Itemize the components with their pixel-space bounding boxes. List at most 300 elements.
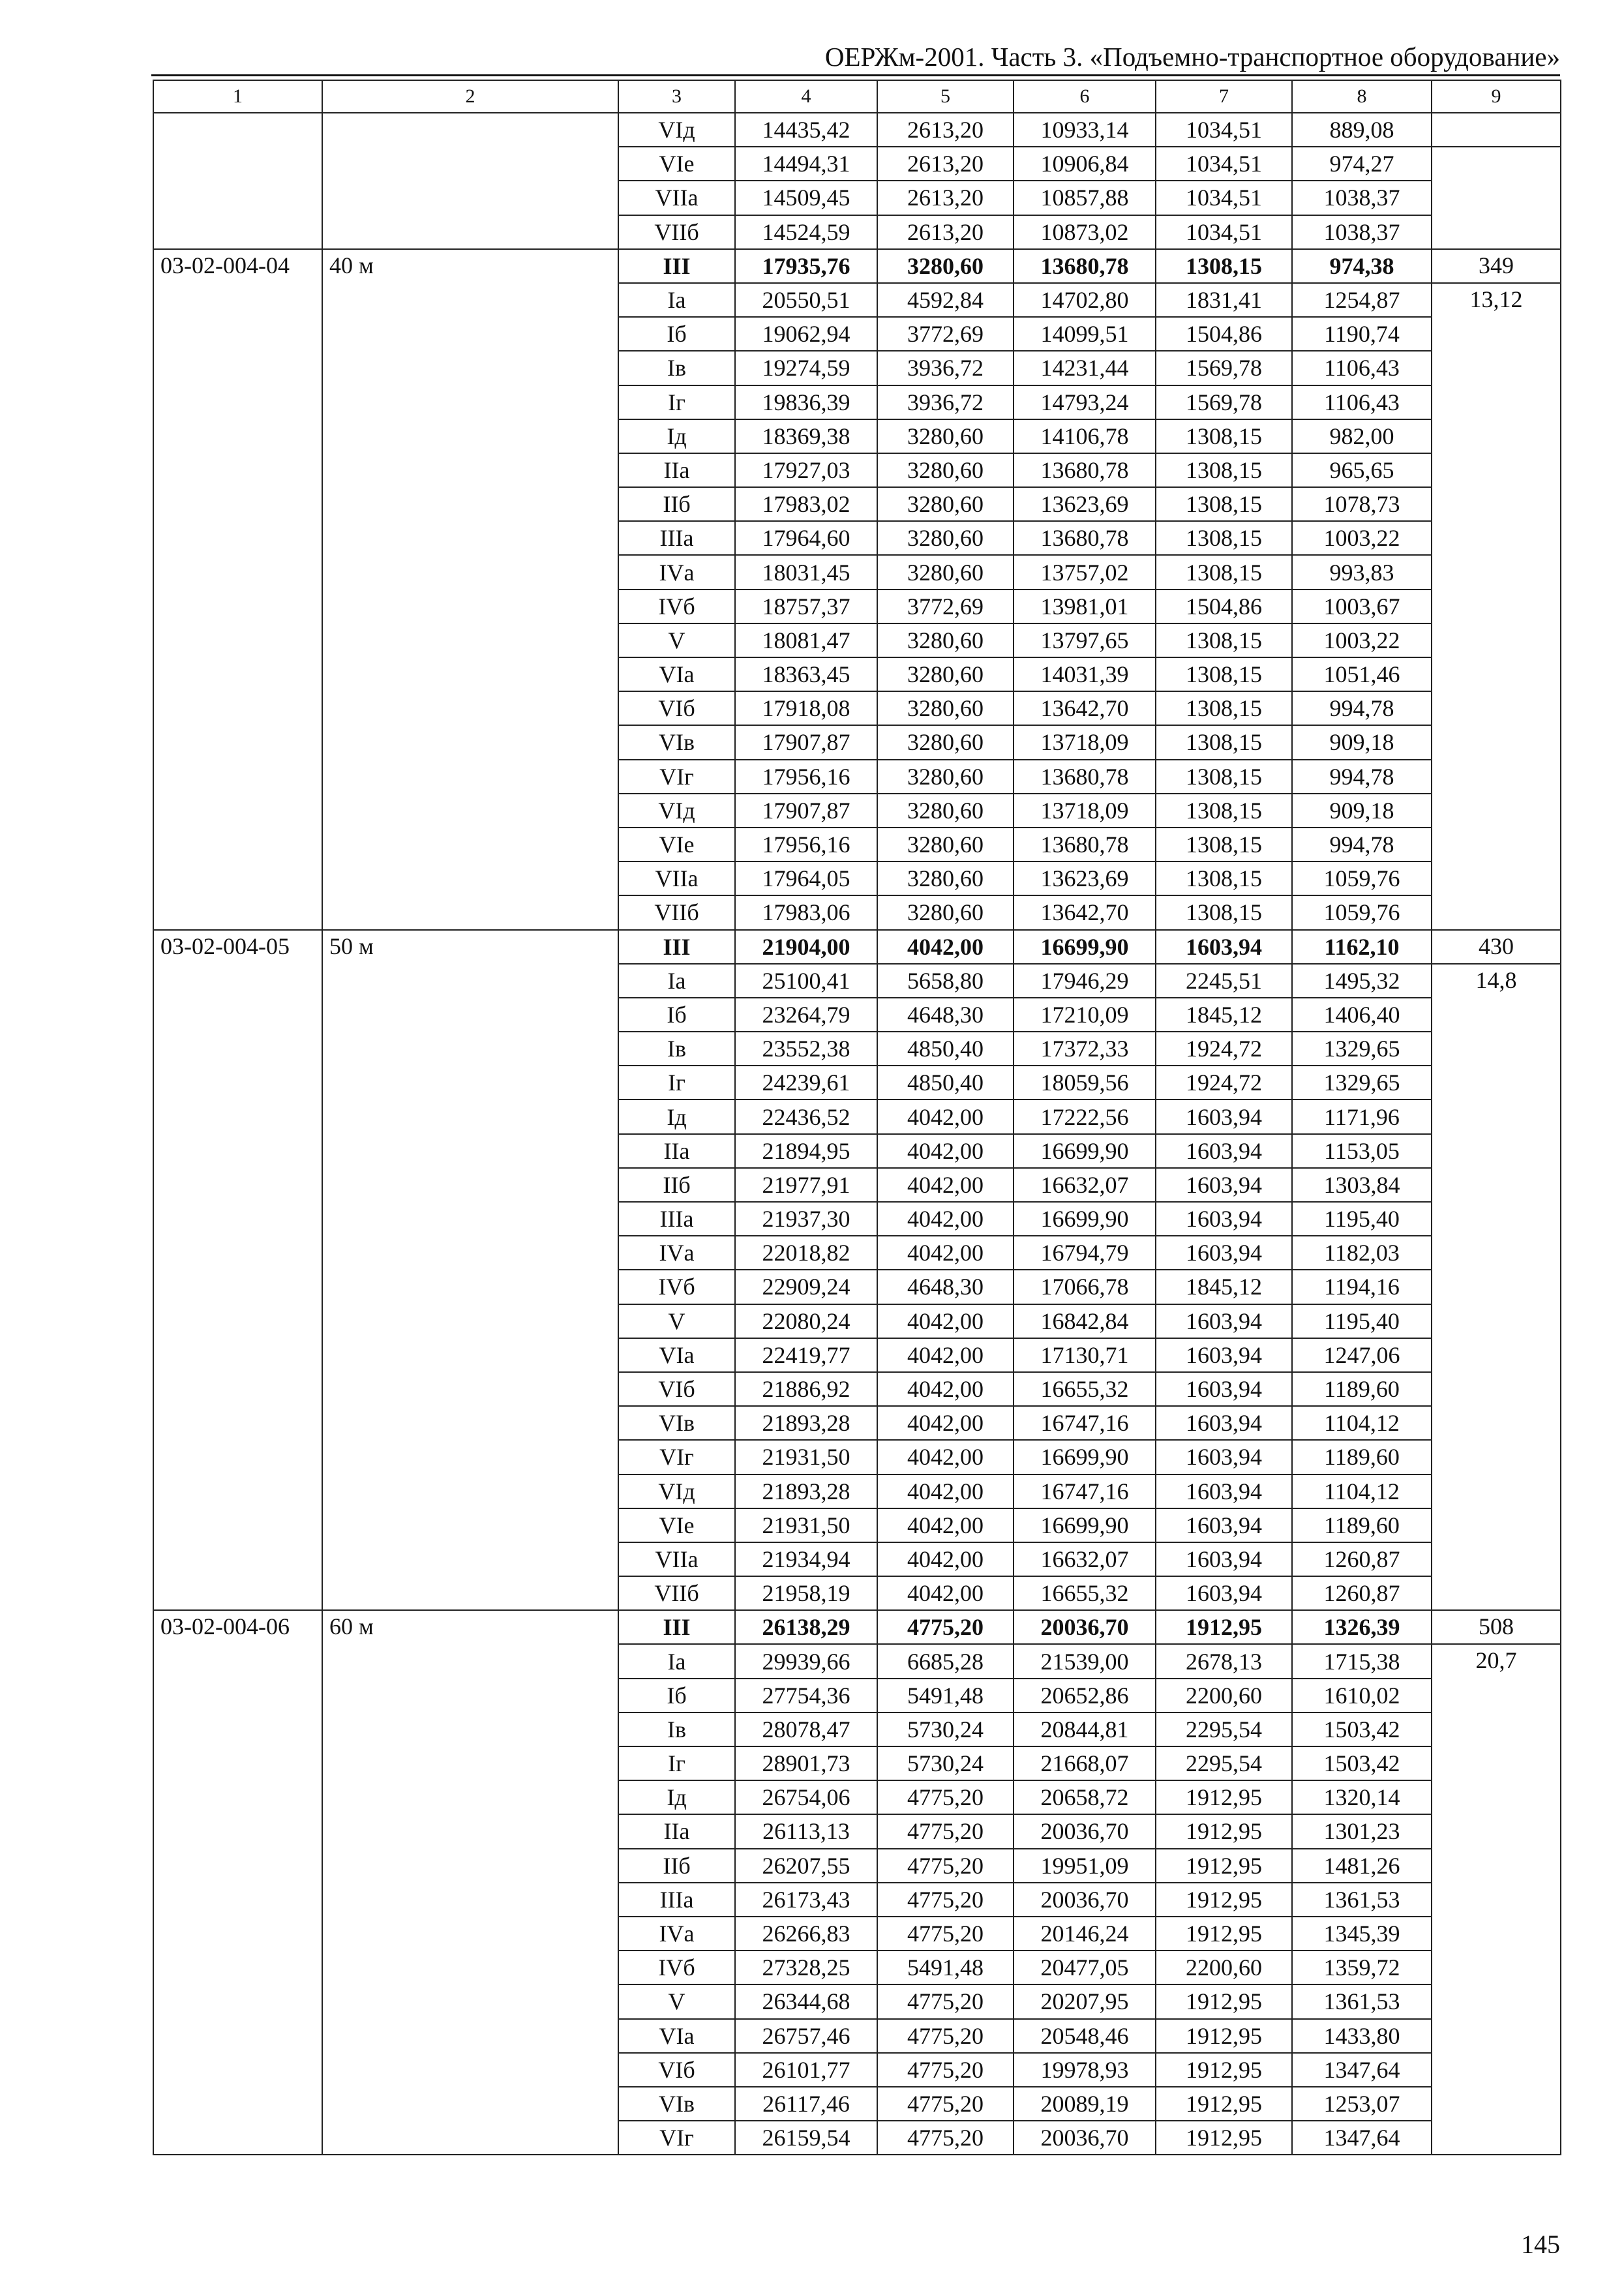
value-cell: 3280,60 (877, 623, 1014, 657)
value-cell: 26344,68 (735, 1984, 877, 2018)
value-cell: 26117,46 (735, 2087, 877, 2121)
value-cell: 1034,51 (1156, 215, 1292, 249)
zone-type: VIIб (618, 895, 735, 929)
value-cell: 6685,28 (877, 1644, 1014, 1678)
value-cell: 3280,60 (877, 895, 1014, 929)
value-cell: 1190,74 (1292, 317, 1432, 351)
value-cell: 1912,95 (1156, 1780, 1292, 1814)
zone-type: Iг (618, 1066, 735, 1100)
value-cell: 17956,16 (735, 828, 877, 861)
value-cell: 3280,60 (877, 555, 1014, 589)
value-cell: 16747,16 (1014, 1406, 1156, 1440)
value-cell: 4775,20 (877, 1610, 1014, 1644)
value-cell: 4042,00 (877, 1508, 1014, 1542)
value-cell: 14231,44 (1014, 351, 1156, 385)
value-cell: 1603,94 (1156, 1406, 1292, 1440)
column-number: 3 (618, 80, 735, 113)
zone-type: IIб (618, 1168, 735, 1202)
item-code: 03-02-004-05 (153, 930, 322, 1611)
value-cell: 3772,69 (877, 317, 1014, 351)
zone-type: Iб (618, 998, 735, 1032)
column-number: 1 (153, 80, 322, 113)
value-cell: 4775,20 (877, 1814, 1014, 1848)
value-cell: 28078,47 (735, 1713, 877, 1746)
value-cell: 993,83 (1292, 555, 1432, 589)
value-cell: 1603,94 (1156, 1236, 1292, 1270)
column-number: 7 (1156, 80, 1292, 113)
value-cell: 5491,48 (877, 1679, 1014, 1713)
header-rule (151, 74, 1560, 76)
value-cell: 1504,86 (1156, 590, 1292, 623)
value-cell: 14524,59 (735, 215, 877, 249)
column-number: 8 (1292, 80, 1432, 113)
value-cell: 17964,05 (735, 861, 877, 895)
value-cell: 3280,60 (877, 794, 1014, 828)
value-cell: 1308,15 (1156, 419, 1292, 453)
value-cell: 1603,94 (1156, 1100, 1292, 1133)
value-cell: 4775,20 (877, 1780, 1014, 1814)
value-cell: 26207,55 (735, 1849, 877, 1883)
value-cell: 1003,22 (1292, 623, 1432, 657)
value-cell: 1912,95 (1156, 1814, 1292, 1848)
value-cell: 994,78 (1292, 828, 1432, 861)
column-number: 4 (735, 80, 877, 113)
value-cell: 20477,05 (1014, 1951, 1156, 1984)
value-cell: 16699,90 (1014, 930, 1156, 964)
value-cell: 3280,60 (877, 487, 1014, 521)
zone-type: VIв (618, 725, 735, 759)
value-cell: 1610,02 (1292, 1679, 1432, 1713)
item-name (322, 113, 618, 249)
value-cell: 1051,46 (1292, 657, 1432, 691)
value-cell: 1189,60 (1292, 1372, 1432, 1406)
zone-type: VIг (618, 760, 735, 794)
item-code: 03-02-004-04 (153, 249, 322, 930)
value-cell: 4042,00 (877, 1338, 1014, 1372)
value-cell: 4648,30 (877, 998, 1014, 1032)
value-cell: 1912,95 (1156, 1849, 1292, 1883)
value-cell: 10933,14 (1014, 113, 1156, 147)
value-cell: 1503,42 (1292, 1713, 1432, 1746)
value-cell: 2295,54 (1156, 1746, 1292, 1780)
value-cell: 3936,72 (877, 351, 1014, 385)
value-cell: 19062,94 (735, 317, 877, 351)
value-cell: 10906,84 (1014, 147, 1156, 181)
value-cell: 20207,95 (1014, 1984, 1156, 2018)
zone-type: IIIа (618, 1202, 735, 1236)
value-cell: 13797,65 (1014, 623, 1156, 657)
extra-value: 14,8 (1432, 964, 1561, 1611)
value-cell: 19951,09 (1014, 1849, 1156, 1883)
value-cell: 5730,24 (877, 1746, 1014, 1780)
value-cell: 1603,94 (1156, 1508, 1292, 1542)
value-cell: 2200,60 (1156, 1951, 1292, 1984)
zone-type: III (618, 1610, 735, 1644)
value-cell: 3280,60 (877, 861, 1014, 895)
value-cell: 1104,12 (1292, 1406, 1432, 1440)
value-cell: 1603,94 (1156, 1542, 1292, 1576)
value-cell: 16632,07 (1014, 1542, 1156, 1576)
value-cell: 1715,38 (1292, 1644, 1432, 1678)
item-code: 03-02-004-06 (153, 1610, 322, 2155)
value-cell: 17130,71 (1014, 1338, 1156, 1372)
zone-type: VIIа (618, 1542, 735, 1576)
zone-type: Iд (618, 1780, 735, 1814)
value-cell: 22436,52 (735, 1100, 877, 1133)
value-cell: 21904,00 (735, 930, 877, 964)
value-cell: 1247,06 (1292, 1338, 1432, 1372)
zone-type: Iг (618, 385, 735, 419)
value-cell: 1912,95 (1156, 2053, 1292, 2087)
value-cell: 1308,15 (1156, 760, 1292, 794)
value-cell: 26113,13 (735, 1814, 877, 1848)
value-cell: 26159,54 (735, 2121, 877, 2155)
value-cell: 21958,19 (735, 1576, 877, 1610)
value-cell: 13680,78 (1014, 828, 1156, 861)
value-cell: 1308,15 (1156, 691, 1292, 725)
zone-type: IIа (618, 1814, 735, 1848)
value-cell: 24239,61 (735, 1066, 877, 1100)
value-cell: 28901,73 (735, 1746, 877, 1780)
zone-type: Iб (618, 1679, 735, 1713)
zone-type: VIIа (618, 861, 735, 895)
value-cell: 21886,92 (735, 1372, 877, 1406)
value-cell: 21931,50 (735, 1508, 877, 1542)
value-cell: 1308,15 (1156, 794, 1292, 828)
value-cell: 1326,39 (1292, 1610, 1432, 1644)
value-cell: 22018,82 (735, 1236, 877, 1270)
value-cell: 1104,12 (1292, 1474, 1432, 1508)
value-cell: 21539,00 (1014, 1644, 1156, 1678)
value-cell: 3280,60 (877, 760, 1014, 794)
value-cell: 1308,15 (1156, 861, 1292, 895)
value-cell: 20036,70 (1014, 1883, 1156, 1917)
value-cell: 1308,15 (1156, 249, 1292, 283)
zone-type: Iд (618, 419, 735, 453)
zone-type: III (618, 249, 735, 283)
column-number: 5 (877, 80, 1014, 113)
value-cell: 974,38 (1292, 249, 1432, 283)
value-cell: 14435,42 (735, 113, 877, 147)
value-cell: 1171,96 (1292, 1100, 1432, 1133)
zone-type: VIе (618, 147, 735, 181)
value-cell: 1320,14 (1292, 1780, 1432, 1814)
value-cell: 1260,87 (1292, 1576, 1432, 1610)
value-cell: 1078,73 (1292, 487, 1432, 521)
value-cell: 2200,60 (1156, 1679, 1292, 1713)
value-cell: 4775,20 (877, 1883, 1014, 1917)
value-cell: 17907,87 (735, 794, 877, 828)
value-cell: 3280,60 (877, 657, 1014, 691)
zone-type: Iа (618, 964, 735, 998)
value-cell: 17210,09 (1014, 998, 1156, 1032)
value-cell: 4850,40 (877, 1066, 1014, 1100)
value-cell: 1301,23 (1292, 1814, 1432, 1848)
value-cell: 1034,51 (1156, 147, 1292, 181)
zone-type: VIа (618, 1338, 735, 1372)
value-cell: 3280,60 (877, 828, 1014, 861)
value-cell: 4042,00 (877, 1542, 1014, 1576)
value-cell: 21668,07 (1014, 1746, 1156, 1780)
value-cell: 1034,51 (1156, 181, 1292, 215)
extra-value: 13,12 (1432, 283, 1561, 930)
zone-type: VIб (618, 691, 735, 725)
value-cell: 18363,45 (735, 657, 877, 691)
value-cell: 1912,95 (1156, 2019, 1292, 2053)
value-cell: 1162,10 (1292, 930, 1432, 964)
zone-type: V (618, 1304, 735, 1338)
value-cell: 20652,86 (1014, 1679, 1156, 1713)
value-cell: 1406,40 (1292, 998, 1432, 1032)
value-cell: 1195,40 (1292, 1202, 1432, 1236)
value-cell: 14031,39 (1014, 657, 1156, 691)
zone-type: IVб (618, 1270, 735, 1304)
value-cell: 4775,20 (877, 1917, 1014, 1951)
value-cell: 17983,06 (735, 895, 877, 929)
zone-type: Iб (618, 317, 735, 351)
value-cell: 1603,94 (1156, 1338, 1292, 1372)
value-cell: 1603,94 (1156, 1440, 1292, 1474)
value-cell: 27328,25 (735, 1951, 877, 1984)
value-cell: 20146,24 (1014, 1917, 1156, 1951)
value-cell: 13642,70 (1014, 895, 1156, 929)
value-cell: 16794,79 (1014, 1236, 1156, 1270)
extra-value: 430 (1432, 930, 1561, 964)
table-row (153, 249, 1561, 283)
value-cell: 18059,56 (1014, 1066, 1156, 1100)
value-cell: 1308,15 (1156, 895, 1292, 929)
value-cell: 26138,29 (735, 1610, 877, 1644)
value-cell: 14106,78 (1014, 419, 1156, 453)
zone-type: IIб (618, 1849, 735, 1883)
zone-type: VIд (618, 113, 735, 147)
value-cell: 20036,70 (1014, 2121, 1156, 2155)
zone-type: VIа (618, 657, 735, 691)
value-cell: 1504,86 (1156, 317, 1292, 351)
value-cell: 22080,24 (735, 1304, 877, 1338)
value-cell: 10857,88 (1014, 181, 1156, 215)
zone-type: VIв (618, 1406, 735, 1440)
value-cell: 974,27 (1292, 147, 1432, 181)
value-cell: 4775,20 (877, 1984, 1014, 2018)
value-cell: 1603,94 (1156, 1576, 1292, 1610)
value-cell: 1308,15 (1156, 725, 1292, 759)
zone-type: VIб (618, 2053, 735, 2087)
value-cell: 17983,02 (735, 487, 877, 521)
value-cell: 1912,95 (1156, 2087, 1292, 2121)
page-header-title: ОЕРЖм-2001. Часть 3. «Подъемно-транспортное оборудование» (824, 42, 1560, 72)
zone-type: VIе (618, 1508, 735, 1542)
zone-type: Iа (618, 1644, 735, 1678)
value-cell: 982,00 (1292, 419, 1432, 453)
value-cell: 13680,78 (1014, 521, 1156, 555)
zone-type: VIIа (618, 181, 735, 215)
zone-type: IVб (618, 1951, 735, 1984)
value-cell: 20548,46 (1014, 2019, 1156, 2053)
value-cell: 1059,76 (1292, 861, 1432, 895)
value-cell: 5658,80 (877, 964, 1014, 998)
value-cell: 1603,94 (1156, 930, 1292, 964)
value-cell: 13623,69 (1014, 861, 1156, 895)
value-cell: 994,78 (1292, 760, 1432, 794)
value-cell: 1831,41 (1156, 283, 1292, 317)
value-cell: 4042,00 (877, 1474, 1014, 1508)
value-cell: 1308,15 (1156, 521, 1292, 555)
zone-type: VIб (618, 1372, 735, 1406)
value-cell: 2613,20 (877, 215, 1014, 249)
item-name: 60 м (322, 1610, 618, 2155)
value-cell: 4850,40 (877, 1032, 1014, 1066)
zone-type: IIIа (618, 1883, 735, 1917)
value-cell: 1038,37 (1292, 215, 1432, 249)
value-cell: 13680,78 (1014, 760, 1156, 794)
value-cell: 4775,20 (877, 2087, 1014, 2121)
value-cell: 17918,08 (735, 691, 877, 725)
value-cell: 21937,30 (735, 1202, 877, 1236)
value-cell: 4042,00 (877, 1304, 1014, 1338)
zone-type: VIе (618, 828, 735, 861)
value-cell: 1361,53 (1292, 1883, 1432, 1917)
value-cell: 4775,20 (877, 2121, 1014, 2155)
extra-value: 349 (1432, 249, 1561, 283)
value-cell: 1329,65 (1292, 1066, 1432, 1100)
value-cell: 1503,42 (1292, 1746, 1432, 1780)
zone-type: Iв (618, 1032, 735, 1066)
value-cell: 20658,72 (1014, 1780, 1156, 1814)
column-number-row (153, 80, 1561, 113)
zone-type: Iг (618, 1746, 735, 1780)
value-cell: 20550,51 (735, 283, 877, 317)
column-number: 2 (322, 80, 618, 113)
value-cell: 1569,78 (1156, 385, 1292, 419)
value-cell: 909,18 (1292, 794, 1432, 828)
value-cell: 17956,16 (735, 760, 877, 794)
value-cell: 4648,30 (877, 1270, 1014, 1304)
zone-type: IVа (618, 1236, 735, 1270)
value-cell: 21934,94 (735, 1542, 877, 1576)
value-cell: 1912,95 (1156, 1883, 1292, 1917)
value-cell: 21894,95 (735, 1134, 877, 1168)
value-cell: 4042,00 (877, 1406, 1014, 1440)
value-cell: 13718,09 (1014, 725, 1156, 759)
value-cell: 20844,81 (1014, 1713, 1156, 1746)
zone-type: IVа (618, 1917, 735, 1951)
value-cell: 1912,95 (1156, 1917, 1292, 1951)
value-cell: 1361,53 (1292, 1984, 1432, 2018)
value-cell: 14702,80 (1014, 283, 1156, 317)
zone-type: VIв (618, 2087, 735, 2121)
value-cell: 2295,54 (1156, 1713, 1292, 1746)
value-cell: 21893,28 (735, 1474, 877, 1508)
value-cell: 4592,84 (877, 283, 1014, 317)
value-cell: 1603,94 (1156, 1304, 1292, 1338)
value-cell: 1347,64 (1292, 2053, 1432, 2087)
value-cell: 1254,87 (1292, 283, 1432, 317)
zone-type: IIб (618, 487, 735, 521)
value-cell: 3280,60 (877, 725, 1014, 759)
value-cell: 1345,39 (1292, 1917, 1432, 1951)
value-cell: 18081,47 (735, 623, 877, 657)
value-cell: 1347,64 (1292, 2121, 1432, 2155)
value-cell: 1003,67 (1292, 590, 1432, 623)
value-cell: 26754,06 (735, 1780, 877, 1814)
value-cell: 3280,60 (877, 521, 1014, 555)
value-cell: 17222,56 (1014, 1100, 1156, 1133)
value-cell: 19274,59 (735, 351, 877, 385)
value-cell: 17964,60 (735, 521, 877, 555)
value-cell: 21977,91 (735, 1168, 877, 1202)
value-cell: 16632,07 (1014, 1168, 1156, 1202)
value-cell: 13680,78 (1014, 249, 1156, 283)
table-body (153, 80, 1561, 2155)
value-cell: 4775,20 (877, 2053, 1014, 2087)
value-cell: 1603,94 (1156, 1474, 1292, 1508)
value-cell: 4042,00 (877, 1134, 1014, 1168)
value-cell: 1106,43 (1292, 351, 1432, 385)
value-cell: 16655,32 (1014, 1576, 1156, 1610)
value-cell: 3280,60 (877, 691, 1014, 725)
column-number: 9 (1432, 80, 1561, 113)
zone-type: IIIа (618, 521, 735, 555)
zone-type: VIг (618, 1440, 735, 1474)
value-cell: 994,78 (1292, 691, 1432, 725)
value-cell: 20036,70 (1014, 1814, 1156, 1848)
value-cell: 1481,26 (1292, 1849, 1432, 1883)
item-name: 50 м (322, 930, 618, 1611)
value-cell: 4042,00 (877, 1168, 1014, 1202)
value-cell: 16699,90 (1014, 1202, 1156, 1236)
value-cell: 965,65 (1292, 453, 1432, 487)
value-cell: 27754,36 (735, 1679, 877, 1713)
value-cell: 1845,12 (1156, 1270, 1292, 1304)
value-cell: 1845,12 (1156, 998, 1292, 1032)
item-name: 40 м (322, 249, 618, 930)
value-cell: 1194,16 (1292, 1270, 1432, 1304)
price-table (153, 80, 1561, 2155)
zone-type: IIа (618, 453, 735, 487)
value-cell: 1924,72 (1156, 1066, 1292, 1100)
extra-value: 508 (1432, 1610, 1561, 1644)
value-cell: 2245,51 (1156, 964, 1292, 998)
value-cell: 25100,41 (735, 964, 877, 998)
value-cell: 1106,43 (1292, 385, 1432, 419)
value-cell: 1253,07 (1292, 2087, 1432, 2121)
value-cell: 16655,32 (1014, 1372, 1156, 1406)
value-cell: 1912,95 (1156, 1984, 1292, 2018)
value-cell: 26173,43 (735, 1883, 877, 1917)
value-cell: 16699,90 (1014, 1508, 1156, 1542)
value-cell: 13680,78 (1014, 453, 1156, 487)
value-cell: 3280,60 (877, 419, 1014, 453)
zone-type: VIг (618, 2121, 735, 2155)
value-cell: 1924,72 (1156, 1032, 1292, 1066)
value-cell: 1308,15 (1156, 828, 1292, 861)
value-cell: 14099,51 (1014, 317, 1156, 351)
zone-type: Iв (618, 351, 735, 385)
value-cell: 4042,00 (877, 1440, 1014, 1474)
value-cell: 1182,03 (1292, 1236, 1432, 1270)
zone-type: IIа (618, 1134, 735, 1168)
value-cell: 1912,95 (1156, 2121, 1292, 2155)
value-cell: 1003,22 (1292, 521, 1432, 555)
column-number: 6 (1014, 80, 1156, 113)
zone-type: VIд (618, 794, 735, 828)
value-cell: 4042,00 (877, 1100, 1014, 1133)
zone-type: VIа (618, 2019, 735, 2053)
table-row (153, 1610, 1561, 1644)
value-cell: 4042,00 (877, 1236, 1014, 1270)
zone-type: Iд (618, 1100, 735, 1133)
